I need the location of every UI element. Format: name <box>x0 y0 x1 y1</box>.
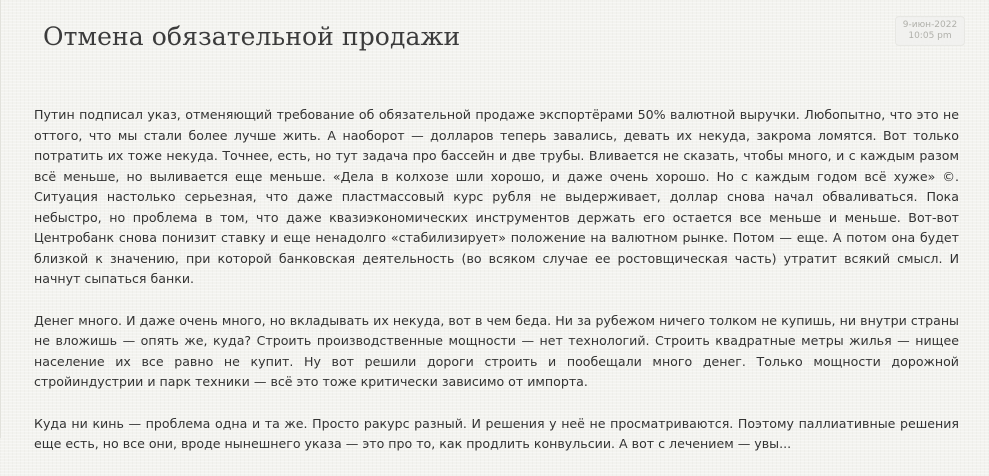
post-date-badge <box>895 16 965 46</box>
post-body <box>34 105 959 476</box>
post-title: Отмена обязательной продажи <box>43 22 461 51</box>
post-paragraph: Куда ни кинь — проблема одна и та же. Просто ракурс разный. И решения у неё не просматриваются. Поэтому паллиативные решения еще есть, но все они, вроде нынешнего указа — это про то, как продлить конвульсии. А вот с лечением — увы... <box>34 415 959 451</box>
post-date: 9-июн-2022 <box>902 20 958 30</box>
post-time: 10:05 pm <box>908 31 952 41</box>
post-paragraph: Денег много. И даже очень много, но вкладывать их некуда, вот в чем беда. Ни за рубежом ничего толком не купишь, ни внутри страны не вложишь — опять же, куда? Строить производственные мощности — нет технологий. Строить квадратные метры жилья — нищее население их все равно не купит. Ну вот решили дороги строить и пообещали много денег. Только мощности дорожной стройиндустрии и парк техники — всё это тоже критически зависимо от импорта. <box>34 312 959 389</box>
post-paragraph: Путин подписал указ, отменяющий требование об обязательной продаже экспортёрами 50% валютной выручки. Любопытно, что это не оттого, что мы стали более лучше жить. А наоборот — долларов теперь завались, девать их некуда, закрома ломятся. Вот только потратить их тоже некуда. Точнее, есть, но тут задача про бассейн и две трубы. Вливается не сказать, чтобы много, и с каждым разом всё меньше, но выливается еще меньше. «Дела в колхозе шли хорошо, и даже очень хорошо. Но с каждым годом всё хуже» ©. Ситуация настолько серьезная, что даже пластмассовый курс рубля не выдерживает, доллар снова начал обваливаться. Пока небыстро, но проблема в том, что даже квазиэкономических инструментов держать его остается все меньше и меньше. Вот-вот Центробанк снова понизит ставку и еще ненадолго «стабилизирует» положение на валютном рынке. Потом — еще. А потом она будет близкой к значению, при которой банковская деятельность (во всяком случае ее ростовщическая часть) утратит всякий смысл. И начнут сыпаться банки. <box>34 107 959 286</box>
